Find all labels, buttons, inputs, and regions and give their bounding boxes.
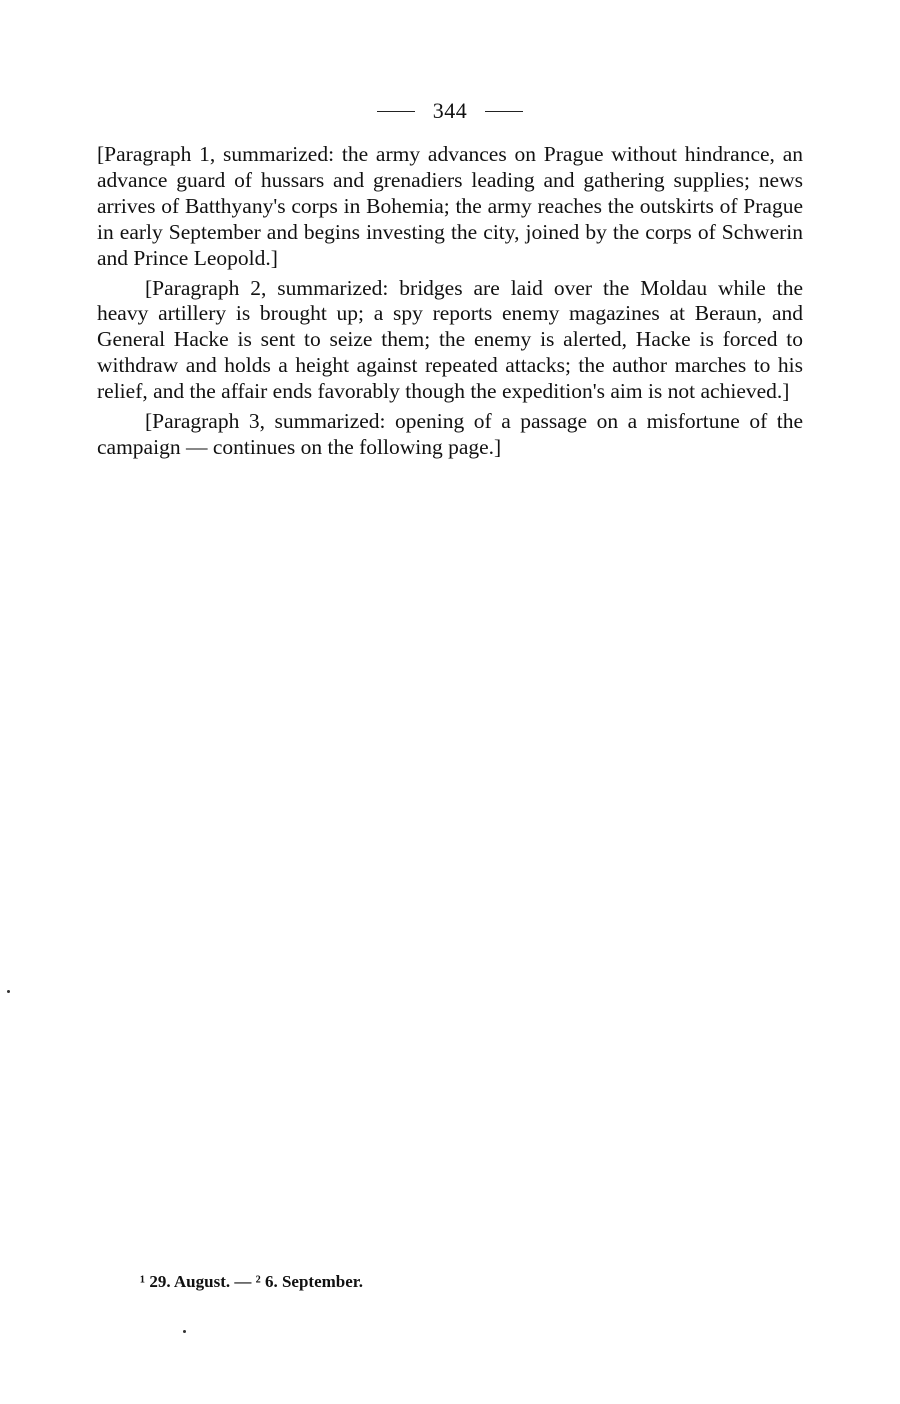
footnotes: ¹ 29. August. — ² 6. September.: [140, 1272, 364, 1291]
print-speck: [183, 1330, 186, 1333]
paragraph-2: [Paragraph 2, summarized: bridges are laid over the Moldau while the heavy artillery is brought up; a spy reports enemy magazines at Beraun, and General Hacke is sent to seize them; the enemy is alerted, Hacke is forced to withdraw and holds a height against repeated attacks; the author marches to his relief, and the affair ends favorably though the expedition's aim is not achieved.]: [97, 275, 803, 404]
header-rule-left: [377, 111, 415, 112]
page-header: [0, 98, 900, 124]
paragraph-3: [Paragraph 3, summarized: opening of a passage on a misfortune of the campaign — continues on the following page.]: [97, 409, 803, 459]
header-rule-right: [485, 111, 523, 112]
print-speck: [7, 990, 10, 993]
paragraph-1: [Paragraph 1, summarized: the army advances on Prague without hindrance, an advance guard of hussars and grenadiers leading and gathering supplies; news arrives of Batthyany's corps in Bohemia; the army reaches the outskirts of Prague in early September and begins investing the city, joined by the corps of Schwerin and Prince Leopold.]: [97, 142, 803, 270]
body-text: [97, 142, 803, 461]
page-number: 344: [432, 98, 468, 123]
